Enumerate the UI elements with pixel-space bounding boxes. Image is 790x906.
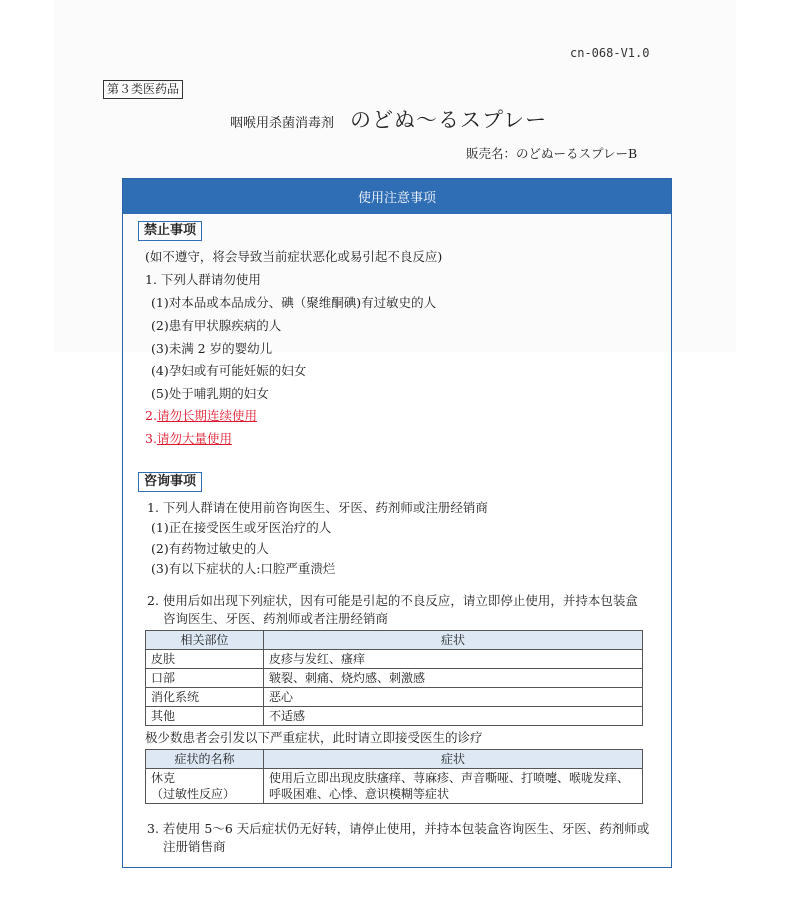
prohibition-subitem: (4)孕妇或有可能妊娠的妇女	[151, 363, 307, 378]
consult-item-2-line2: 咨询医生、牙医、药剂师或者注册经销商	[163, 611, 389, 626]
table-row	[146, 769, 643, 804]
consult-subitem: (1)正在接受医生或牙医治疗的人	[151, 520, 332, 535]
symptom-desc: 使用后立即出现皮肤瘙痒、荨麻疹、声音嘶哑、打喷嚏、喉咙发痒、	[269, 771, 630, 785]
consult-item-1: 1. 下列人群请在使用前咨询医生、牙医、药剂师或注册经销商	[147, 500, 488, 515]
column-header: 相关部位	[146, 631, 264, 650]
symptom-name-note: （过敏性反应）	[151, 787, 236, 801]
severe-note: 极少数患者会引发以下严重症状，此时请立即接受医生的诊疗	[145, 730, 483, 745]
consult-item-3-line1: 3. 若使用 5～6 天后症状仍无好转，请停止使用，并持本包装盒咨询医生、牙医、药剂师或	[147, 821, 650, 836]
side-effects-table	[145, 630, 643, 726]
table-cell: 恶心	[264, 688, 643, 707]
warning-text: 请勿大量使用	[156, 431, 232, 446]
consult-item-2-line1: 2. 使用后如出现下列症状，因有可能是引起的不良反应，请立即停止使用，并持本包装盒	[147, 593, 638, 608]
table-cell: 不适感	[264, 707, 643, 726]
table-header-row	[146, 750, 643, 769]
prohibition-label: 禁止事项	[138, 221, 202, 241]
table-cell	[146, 769, 264, 804]
table-cell: 皮疹与发红、瘙痒	[264, 650, 643, 669]
prohibition-subitem: (3)未满 2 岁的婴幼儿	[151, 341, 273, 356]
product-name: のどぬ～るスプレー	[350, 108, 548, 132]
consult-subitem: (2)有药物过敏史的人	[151, 541, 269, 556]
item-number: 3.	[145, 431, 157, 446]
title-row	[230, 104, 547, 134]
severe-symptoms-table	[145, 749, 643, 804]
prohibition-note: (如不遵守，将会导致当前症状恶化或易引起不良反应)	[145, 249, 443, 264]
consult-item-3-line2: 注册销售商	[163, 839, 226, 854]
product-subtitle: 咽喉用杀菌消毒剂	[230, 116, 335, 131]
table-cell: 消化系统	[146, 688, 264, 707]
table-cell: 其他	[146, 707, 264, 726]
table-cell: 口部	[146, 669, 264, 688]
table-cell	[264, 769, 643, 804]
table-cell: 皮肤	[146, 650, 264, 669]
sales-name: 販売名：のどぬーるスプレーB	[466, 146, 638, 161]
table-header-row	[146, 631, 643, 650]
precautions-box	[122, 178, 672, 868]
table-row	[146, 650, 643, 669]
column-header: 症状的名称	[146, 750, 264, 769]
document-code: cn-068-V1.0	[570, 46, 650, 60]
column-header: 症状	[264, 631, 643, 650]
column-header: 症状	[264, 750, 643, 769]
consult-label: 咨询事项	[138, 472, 202, 492]
table-row	[146, 669, 643, 688]
prohibition-item-2	[145, 408, 257, 424]
prohibition-subitem: (1)对本品或本品成分、碘（聚维酮碘)有过敏史的人	[151, 295, 437, 310]
prohibition-subitem: (2)患有甲状腺疾病的人	[151, 318, 282, 333]
symptom-desc: 呼吸困难、心悸、意识模糊等症状	[269, 787, 450, 801]
prohibition-subitem: (5)处于哺乳期的妇女	[151, 386, 269, 401]
table-cell: 皲裂、刺痛、烧灼感、刺激感	[264, 669, 643, 688]
table-row	[146, 688, 643, 707]
consult-subitem: (3)有以下症状的人:口腔严重溃烂	[151, 561, 336, 576]
symptom-name: 休克	[151, 771, 176, 785]
warning-text: 请勿长期连续使用	[156, 408, 257, 423]
precautions-header: 使用注意事项	[123, 179, 671, 214]
prohibition-item-1: 1. 下列人群请勿使用	[145, 272, 261, 287]
drug-category-badge: 第３类医药品	[103, 80, 183, 99]
item-number: 2.	[145, 408, 157, 423]
table-row	[146, 707, 643, 726]
prohibition-item-3	[145, 431, 232, 447]
